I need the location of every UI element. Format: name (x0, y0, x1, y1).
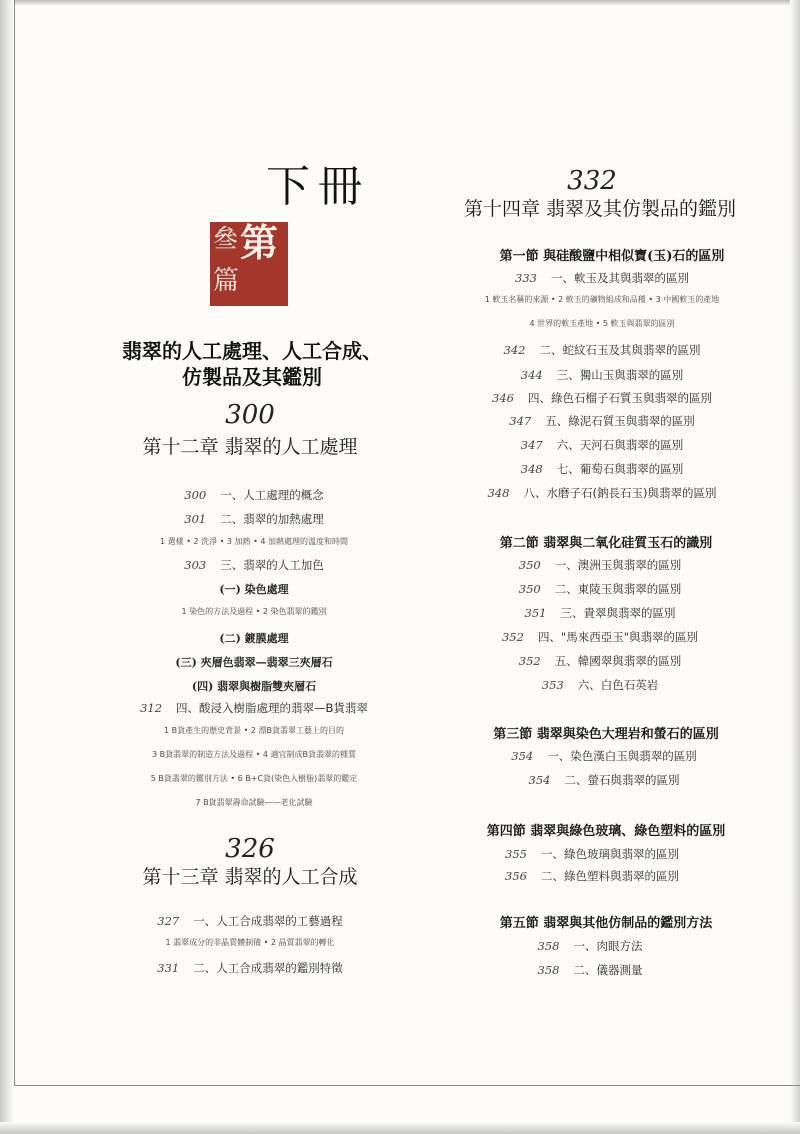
toc-entry-text: 一、染色漢白玉與翡翠的區別 (547, 749, 697, 763)
toc-entry (505, 868, 679, 884)
chapter-14-title: 第十四章 翡翠及其仿製品的鑑別 (463, 198, 737, 220)
toc-entry (511, 748, 696, 764)
toc-entry-text: 一、綠色玻璃與翡翠的區別 (540, 847, 679, 861)
toc-entry (184, 557, 323, 573)
section-title: 第三節 翡翠與染色大理岩和螢石的區別 (493, 727, 719, 742)
toc-note: 1 B貨產生的歷史背景 • 2 漂B貨翡翠工藝上的目的 (163, 726, 345, 735)
section-title: 第二節 翡翠與二氧化硅質玉石的識別 (499, 536, 713, 551)
section-title: 第五節 翡翠與其他仿制品的鑑別方法 (499, 916, 713, 931)
page-margin-rule (14, 0, 15, 1085)
toc-entry (542, 677, 658, 693)
toc-page-number: 333 (515, 271, 537, 285)
section-title: 第四節 翡翠與綠色玻璃、綠色塑料的區別 (486, 824, 726, 839)
chapter-12-title: 第十二章 翡翠的人工處理 (142, 436, 358, 458)
toc-note: 1 染色的方法及過程 • 2 染色翡翠的鑑別 (181, 607, 327, 616)
toc-page-number: 355 (505, 847, 527, 861)
toc-entry-text: 一、肉眼方法 (573, 939, 643, 953)
toc-entry (492, 390, 712, 406)
toc-subheading: (四) 翡翠與樹脂雙夾層石 (191, 680, 317, 693)
part-title-line-2: 仿製品及其鑑別 (182, 365, 322, 389)
toc-note: 3 B貨翡翠的制造方法及過程 • 4 適宜制成B貨翡翠的種質 (151, 750, 357, 759)
toc-entry-text: 二、人工合成翡翠的鑑別特徵 (193, 961, 343, 975)
page-bottom-shadow (0, 1122, 800, 1134)
toc-entry-text: 二、螢石與翡翠的區別 (564, 773, 680, 787)
toc-note: 1 選樣 • 2 洗淨 • 3 加熱 • 4 加熱處理的溫度和時間 (160, 537, 348, 546)
toc-entry-text: 五、綠泥石質玉與翡翠的區別 (545, 414, 695, 428)
toc-entry (519, 557, 681, 573)
toc-page-number: 352 (501, 630, 524, 644)
toc-note: 1 翡翠成分的非晶質體制備 • 2 晶質翡翠的轉化 (165, 938, 335, 947)
part-seal-logo (210, 222, 288, 306)
toc-subheading: (三) 夾層色翡翠—翡翠三夾層石 (175, 656, 333, 669)
toc-entry-text: 四、酸浸入樹脂處理的翡翠—B貨翡翠 (176, 701, 368, 715)
toc-page-number: 346 (492, 391, 514, 405)
page-bottom-rule (14, 1085, 800, 1086)
page-right-shadow (790, 0, 800, 1134)
toc-entry (504, 342, 701, 358)
toc-entry-text: 四、"馬來西亞玉"與翡翠的區別 (537, 630, 699, 644)
toc-note: 4 世界的軟玉產地 • 5 軟玉與翡翠的區別 (529, 319, 675, 328)
toc-page-number: 353 (541, 678, 564, 692)
toc-entry-text: 六、白色石英岩 (577, 678, 659, 692)
toc-page-number: 354 (528, 773, 551, 787)
toc-entry (140, 700, 368, 716)
toc-page-number: 303 (184, 558, 207, 572)
toc-page-number: 354 (511, 749, 534, 763)
toc-entry (521, 437, 683, 453)
chapter-13-page: 326 (225, 834, 275, 864)
toc-entry (157, 913, 342, 929)
toc-entry (521, 461, 683, 477)
toc-note: 1 軟玉名稱的來源 • 2 軟玉的礦物組成和品種 • 3 中國軟玉的產地 (484, 295, 720, 304)
toc-page-number: 312 (140, 701, 163, 715)
toc-page-number: 300 (184, 488, 207, 502)
toc-entry (502, 629, 698, 645)
toc-page-number: 356 (505, 869, 527, 883)
toc-entry-text: 三、獨山玉與翡翠的區別 (556, 368, 684, 382)
toc-entry-text: 五、韓國翠與翡翠的區別 (554, 654, 682, 668)
toc-entry (488, 485, 717, 501)
chapter-12-page: 300 (225, 400, 275, 430)
toc-page-number: 344 (520, 368, 543, 382)
toc-entry (538, 962, 643, 978)
seal-char-3: 篇 (213, 266, 240, 296)
toc-entry (519, 653, 681, 669)
toc-entry-text: 二、儀器測量 (573, 963, 643, 977)
seal-char-2: 叄 (213, 224, 239, 253)
toc-entry-text: 二、翡翠的加熱處理 (220, 512, 324, 526)
toc-page-number: 327 (157, 914, 180, 928)
toc-note: 5 B貨翡翠的鑑別方法 • 6 B+C貨(染色入樹脂)翡翠的鑑定 (150, 774, 358, 783)
toc-subheading: (二) 鍍膜處理 (219, 632, 289, 645)
toc-entry (538, 938, 643, 954)
toc-entry-text: 七、葡萄石與翡翠的區別 (556, 462, 684, 476)
seal-char-1: 第 (240, 220, 279, 265)
toc-entry-text: 三、貴翠與翡翠的區別 (560, 606, 676, 620)
toc-entry-text: 二、綠色塑料與翡翠的區別 (540, 869, 679, 883)
toc-entry-text: 六、天河石與翡翠的區別 (556, 438, 684, 452)
toc-page-number: 342 (503, 343, 526, 357)
toc-entry-text: 四、綠色石榴子石質玉與翡翠的區別 (527, 391, 712, 405)
chapter-13-title: 第十三章 翡翠的人工合成 (142, 866, 358, 888)
toc-entry-text: 二、蛇紋石玉及其與翡翠的區別 (539, 343, 701, 357)
toc-page-number: 352 (518, 654, 541, 668)
page-top-shadow (0, 0, 800, 6)
toc-subheading: (一) 染色處理 (219, 583, 289, 596)
toc-entry-text: 三、翡翠的人工加色 (220, 558, 324, 572)
toc-entry-text: 一、人工合成翡翠的工藝過程 (193, 914, 343, 928)
toc-entry (157, 960, 342, 976)
toc-page-number: 331 (157, 961, 180, 975)
toc-page-number: 301 (184, 512, 207, 526)
toc-entry (184, 487, 323, 503)
toc-entry (519, 581, 681, 597)
toc-page-number: 358 (537, 939, 560, 953)
page-left-shadow (0, 0, 14, 1134)
toc-entry (521, 367, 683, 383)
toc-page-number: 347 (509, 414, 532, 428)
section-title: 第一節 與硅酸鹽中相似寶(玉)石的區別 (499, 249, 725, 264)
toc-entry (184, 511, 323, 527)
volume-title: 下冊 (266, 161, 370, 212)
toc-page-number: 351 (524, 606, 547, 620)
toc-page-number: 358 (537, 963, 560, 977)
toc-entry (515, 270, 689, 286)
chapter-14-page: 332 (567, 166, 617, 196)
toc-entry-text: 二、東陵玉與翡翠的區別 (554, 582, 682, 596)
toc-note: 7 B貨翡翠壽命試驗——老化試驗 (195, 798, 313, 807)
toc-page-number: 348 (520, 462, 543, 476)
toc-entry (509, 413, 694, 429)
toc-entry (525, 605, 676, 621)
toc-entry-text: 八、水磨子石(鈉長石玉)與翡翠的區別 (523, 486, 717, 500)
toc-page-number: 348 (487, 486, 510, 500)
toc-entry (529, 772, 680, 788)
toc-page-number: 350 (518, 582, 541, 596)
part-title-line-1: 翡翠的人工處理、人工合成、 (122, 339, 382, 363)
toc-page-number: 350 (518, 558, 541, 572)
toc-entry-text: 一、人工處理的概念 (220, 488, 324, 502)
toc-entry-text: 一、軟玉及其與翡翠的區別 (550, 271, 689, 285)
toc-page-number: 347 (520, 438, 543, 452)
toc-entry (505, 846, 679, 862)
toc-entry-text: 一、澳洲玉與翡翠的區別 (554, 558, 682, 572)
